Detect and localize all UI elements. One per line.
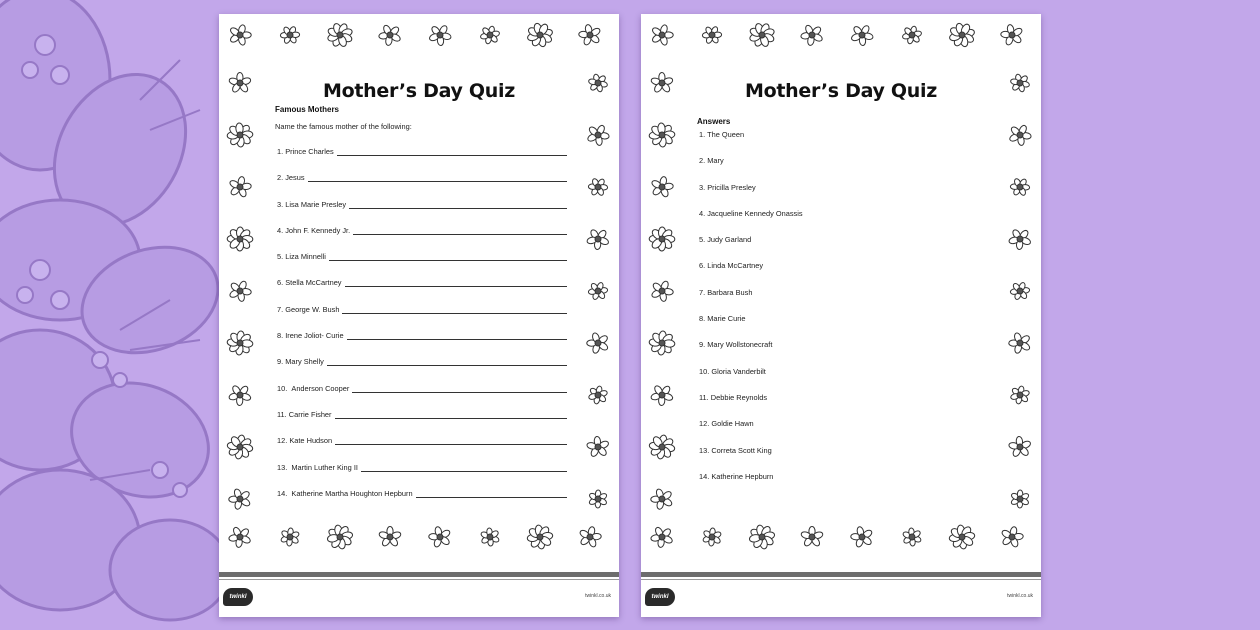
flower-icon [745,522,779,552]
question-item [277,489,567,515]
question-item [277,331,567,357]
flower-icon [223,432,257,462]
answer-list [699,130,959,498]
flower-icon [581,432,615,462]
flower-icon [645,432,679,462]
question-item [277,463,567,489]
answer-text: Mary [707,156,724,166]
flower-icon [1003,328,1037,358]
answer-item [699,209,959,235]
footer-bar [219,572,619,577]
question-text: Kate Hudson [289,436,333,446]
flower-icon [523,20,557,50]
question-item [277,384,567,410]
background-flower-illustration [0,0,230,630]
answer-text: Barbara Bush [707,287,753,297]
flower-icon [223,120,257,150]
flower-icon [581,328,615,358]
answer-line[interactable] [353,226,567,235]
answer-item [699,472,959,498]
answer-item [699,156,959,182]
answer-item [699,393,959,419]
question-number: 11. [277,409,287,419]
question-text: Anderson Cooper [291,383,350,393]
flower-icon [223,522,257,552]
flower-icon [323,522,357,552]
question-number: 6. [277,278,284,288]
question-item [277,357,567,383]
answer-number: 12. [699,419,710,429]
flower-icon [581,276,615,306]
question-text: Carrie Fisher [288,409,332,419]
question-number: 8. [277,331,284,341]
flower-icon [795,522,829,552]
flower-icon [895,522,929,552]
question-item [277,252,567,278]
flower-icon [645,224,679,254]
answer-number: 9. [699,340,706,350]
answer-number: 5. [699,235,706,245]
answer-item [699,261,959,287]
site-url: twinkl.co.uk [1007,593,1033,599]
question-text: Katherine Martha Houghton Hepburn [291,488,413,498]
flower-icon [1003,432,1037,462]
answer-sheet [641,14,1041,617]
worksheet-title: Mother’s Day Quiz [323,80,515,102]
flower-icon [223,380,257,410]
question-number: 14. [277,488,288,498]
question-item [277,226,567,252]
flower-icon [745,20,779,50]
flower-icon [645,328,679,358]
question-number: 3. [277,199,284,209]
question-text: Mary Shelly [285,357,324,367]
answer-text: Correta Scott King [711,445,772,455]
answer-line[interactable] [352,384,567,393]
question-text: Stella McCartney [285,278,342,288]
flower-icon [273,20,307,50]
answer-item [699,288,959,314]
flower-icon [373,522,407,552]
answer-item [699,314,959,340]
question-number: 2. [277,173,284,183]
question-number: 13. [277,462,288,472]
flower-icon [573,20,607,50]
site-url: twinkl.co.uk [585,593,611,599]
question-text: John F. Kennedy Jr. [285,225,351,235]
answer-text: Marie Curie [707,314,746,324]
flower-icon [1003,224,1037,254]
flower-icon [645,484,679,514]
question-text: Irene Joliot- Curie [285,331,344,341]
answer-number: 11. [699,392,709,402]
footer-rule [219,579,619,580]
answer-line[interactable] [337,147,567,156]
answer-text: Debbie Reynolds [710,392,768,402]
flower-icon [581,224,615,254]
flower-icon [945,522,979,552]
flower-icon [273,522,307,552]
answer-text: Gloria Vanderbilt [711,366,766,376]
flower-icon [223,276,257,306]
answer-item [699,130,959,156]
flower-icon [373,20,407,50]
answer-number: 13. [699,445,710,455]
answer-item [699,367,959,393]
question-item [277,173,567,199]
answer-number: 1. [699,130,706,139]
flower-icon [1003,120,1037,150]
footer-rule [641,579,1041,580]
answer-text: Linda McCartney [707,261,764,271]
answer-line[interactable] [329,252,567,261]
answers-subheading: Answers [697,117,731,126]
answer-item [699,235,959,261]
answer-line[interactable] [335,436,567,445]
answer-item [699,340,959,366]
answer-number: 3. [699,182,706,192]
answer-text: Katherine Hepburn [711,471,774,481]
answer-line[interactable] [342,305,567,314]
flower-icon [581,484,615,514]
flower-icon [423,522,457,552]
answer-line[interactable] [347,331,567,340]
flower-icon [945,20,979,50]
flower-icon [645,20,679,50]
flower-icon [223,484,257,514]
question-number: 1. [277,147,284,156]
twinkl-logo: twinkl [645,588,675,606]
question-number: 4. [277,225,284,235]
flower-icon [1003,484,1037,514]
question-item [277,410,567,436]
question-item [277,278,567,304]
answer-line[interactable] [349,200,567,209]
answer-item [699,183,959,209]
flower-icon [845,522,879,552]
flower-icon [223,328,257,358]
answer-text: Mary Wollstonecraft [707,340,773,350]
flower-icon [473,20,507,50]
answer-line[interactable] [361,463,567,472]
quiz-worksheet [219,14,619,617]
answer-line[interactable] [327,357,567,366]
flower-icon [795,20,829,50]
question-number: 9. [277,357,284,367]
answer-line[interactable] [308,173,567,182]
footer-bar [641,572,1041,577]
flower-icon [995,20,1029,50]
question-number: 10. [277,383,288,393]
question-number: 7. [277,304,284,314]
question-text: Lisa Marie Presley [285,199,347,209]
question-text: Prince Charles [285,147,334,156]
flower-icon [645,522,679,552]
flower-icon [423,20,457,50]
flower-icon [223,20,257,50]
answer-number: 14. [699,471,710,481]
question-text: Liza Minnelli [285,252,326,262]
flower-icon [473,522,507,552]
flower-icon [645,380,679,410]
answer-line[interactable] [416,489,567,498]
answer-sheet-title: Mother’s Day Quiz [745,80,937,102]
flower-icon [573,522,607,552]
question-item [277,200,567,226]
answer-number: 7. [699,287,706,297]
answer-line[interactable] [335,410,567,419]
answer-text: Judy Garland [707,235,752,245]
question-text: George W. Bush [285,304,340,314]
flower-icon [223,224,257,254]
question-number: 12. [277,436,288,446]
flower-icon [645,276,679,306]
flower-icon [523,522,557,552]
answer-text: The Queen [707,130,745,139]
question-number: 5. [277,252,284,262]
flower-icon [695,20,729,50]
question-item [277,436,567,462]
answer-text: Pricilla Presley [707,182,756,192]
flower-icon [1003,172,1037,202]
flower-icon [1003,276,1037,306]
flower-icon [845,20,879,50]
question-item [277,147,567,173]
flower-icon [645,172,679,202]
answer-text: Jacqueline Kennedy Onassis [707,208,803,218]
answer-text: Goldie Hawn [711,419,754,429]
flower-icon [581,380,615,410]
worksheet-subheading: Famous Mothers [275,105,340,114]
worksheet-instruction: Name the famous mother of the following: [275,122,412,131]
answer-number: 4. [699,208,706,218]
question-text: Jesus [285,173,305,183]
answer-number: 2. [699,156,706,166]
answer-item [699,446,959,472]
flower-icon [645,120,679,150]
flower-icon [895,20,929,50]
question-list [277,147,567,515]
flower-icon [995,522,1029,552]
flower-icon [223,172,257,202]
flower-icon [695,522,729,552]
flower-icon [323,20,357,50]
flower-icon [581,120,615,150]
twinkl-logo: twinkl [223,588,253,606]
question-text: Martin Luther King II [291,462,358,472]
flower-icon [581,172,615,202]
answer-number: 6. [699,261,706,271]
question-item [277,305,567,331]
answer-number: 10. [699,366,710,376]
answer-line[interactable] [345,278,567,287]
answer-item [699,419,959,445]
answer-number: 8. [699,314,706,324]
flower-icon [1003,380,1037,410]
